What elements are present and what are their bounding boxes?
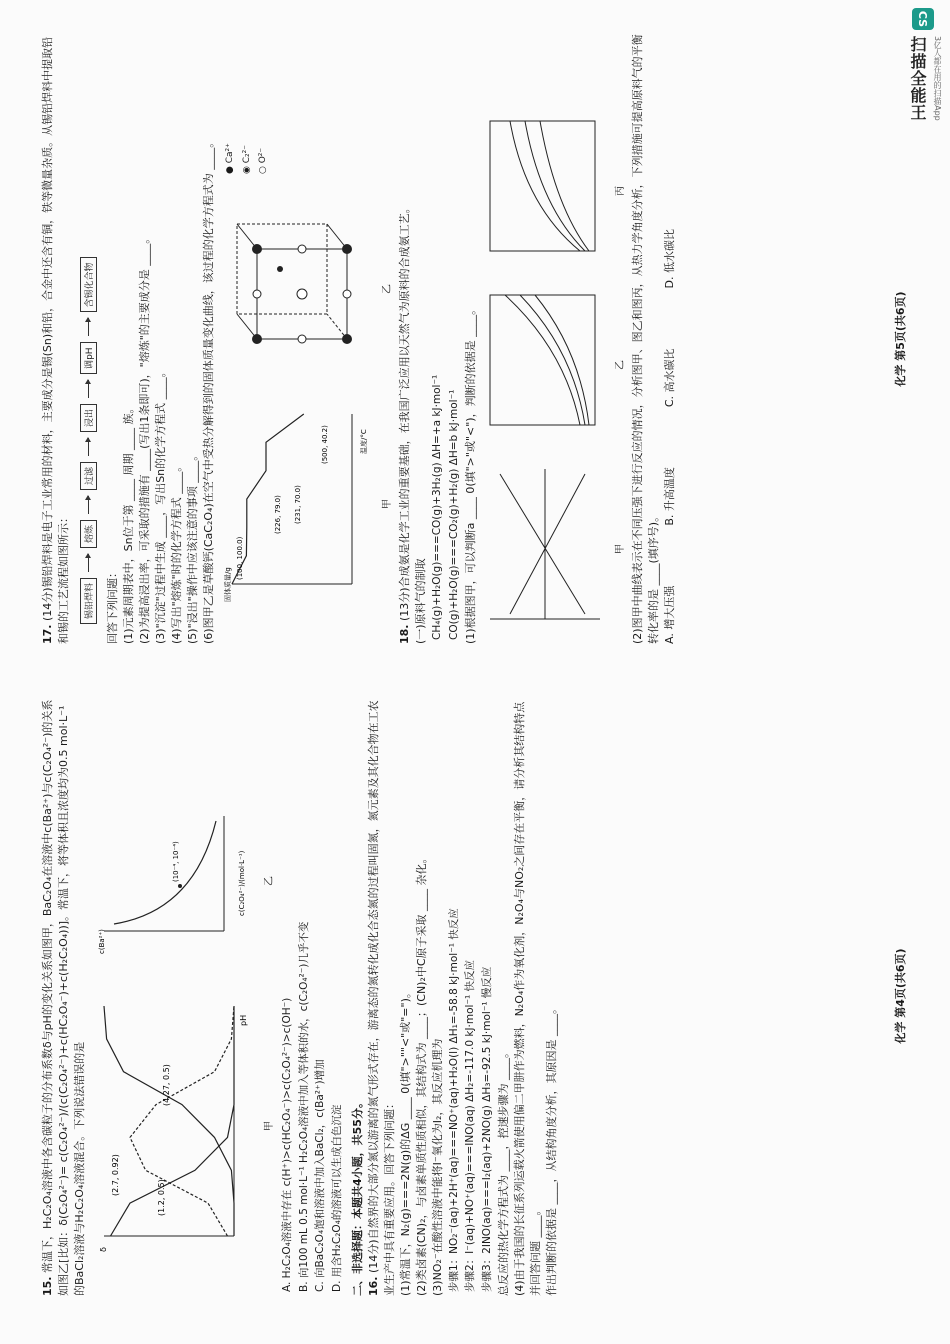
annotation: (1.2, 0.5)	[156, 1179, 166, 1216]
x-label: 温度/°C	[360, 429, 369, 454]
plot-area	[490, 295, 595, 425]
sub-question: 作出判断的依据是 ____，从结构角度分析，其原因是 ____。	[544, 1003, 558, 1296]
figure-a-caption: 甲	[263, 1121, 275, 1131]
lnk-chart	[485, 464, 605, 634]
distribution-chart	[94, 996, 254, 1256]
legend-label: O²⁻	[257, 147, 268, 164]
legend-item: ◉ C₂²⁻	[241, 145, 252, 174]
annotation: (100, 100.0)	[236, 536, 245, 580]
sub-question: (2)为提高浸出率，可采取的措施有 ____(写出1条即可)，"熔炼"的主要成分是 ____。	[137, 232, 151, 644]
annotation: (10⁻⁴, 10⁻⁴)	[171, 841, 180, 882]
flow-step: 调pH	[80, 342, 97, 373]
flow-step: 锡铅焊料	[80, 578, 97, 624]
q17-figures	[222, 34, 393, 604]
flow-arrow	[88, 318, 89, 336]
choice-a: A. 增大压强	[662, 585, 676, 644]
ksp-chart	[94, 806, 254, 956]
atom	[298, 335, 306, 343]
app-slogan: 3亿人都在用的扫描App	[933, 36, 942, 121]
figure-a-caption: 甲	[382, 499, 394, 509]
mechanism-step: 步骤2：I⁻(aq)+NO⁺(aq)===INO(aq) ΔH₂=-117.0 kJ·mol⁻¹ 快反应	[464, 959, 477, 1292]
flow-arrow	[88, 380, 89, 398]
question-16	[366, 696, 560, 1296]
sub-question: (一)原料气的制取	[414, 558, 428, 644]
question-15	[40, 696, 88, 1296]
x-label: pH	[238, 1014, 248, 1026]
camscanner-watermark	[906, 8, 946, 238]
annotation: (4.27, 0.5)	[161, 1064, 171, 1106]
choice-d: D. 低水碳比	[662, 228, 676, 289]
equation: CH₄(g)+H₂O(g)===CO(g)+3H₂(g) ΔH=+a kJ·mol⁻¹	[431, 374, 444, 640]
figure-a	[94, 996, 275, 1256]
q17-subquestions	[105, 34, 217, 644]
figure-b	[94, 806, 275, 956]
atom	[252, 334, 262, 344]
atom	[343, 290, 351, 298]
crystal-legend	[222, 143, 393, 174]
page-5	[40, 34, 920, 644]
annotation: (500, 40.2)	[321, 425, 330, 464]
atom	[252, 244, 262, 254]
figure-b-caption: 乙	[382, 284, 394, 294]
page-footer: 化学 第5页(共6页)	[894, 291, 907, 387]
q15-figures	[94, 696, 275, 1256]
q18-figures	[485, 34, 626, 634]
question-number: 15.	[41, 1276, 54, 1296]
question-number: 18.	[398, 624, 412, 644]
figure-c	[485, 116, 626, 266]
question-text: 常温下，H₂C₂O₄溶液中各含碳粒子的分布系数δ与pH的变化关系如图甲，BaC₂O₄在溶液中c(Ba²⁺)与c(C₂O₄²⁻)的关系如图乙[比如：δ(C₂O₄²⁻)= c(C₂O₄²⁻)/(c(C₂O₄²⁻)+c(HC₂O₄⁻)+c(H₂C₂O₄))]。常温下，将等体积且浓度均为0.5 mol·L⁻¹的BaCl₂溶液与H₂C₂O₄溶液混合。下列说法错误的是	[41, 699, 86, 1296]
q18-part2	[630, 34, 678, 644]
flow-arrow	[88, 438, 89, 456]
ksp-curve	[114, 821, 216, 924]
figure-b-caption: 乙	[263, 876, 275, 886]
sub-question: (2)类卤素(CN)₂，与卤素单质性质相似，其结构式为 ____；(CN)₂中C原子采取 ____ 杂化。	[414, 852, 428, 1296]
y-label: c(Ba²⁺)	[97, 929, 106, 954]
curve	[505, 295, 580, 425]
series-h2c2o4	[110, 1006, 234, 1236]
figure-b	[222, 214, 393, 364]
sub-question: (6)图甲乙是草酸钙(CaC₂O₄)在空气中受热分解得到的固体质量变化曲线，该过程的化学方程式为 ____。	[201, 136, 215, 644]
flow-step: 含锡化合物	[80, 257, 97, 312]
annotation: (226, 79.0)	[274, 495, 283, 534]
question-number: 17.	[41, 624, 54, 644]
question-number: 16.	[366, 1276, 380, 1296]
figure-a	[222, 404, 393, 604]
flow-arrow	[88, 496, 89, 514]
annotation: (231, 70.0)	[294, 485, 303, 524]
mechanism-step: 步骤1：NO₂⁻(aq)+2H⁺(aq)===NO⁺(aq)+H₂O(l) ΔH₁=-58.8 kJ·mol⁻¹ 快反应	[447, 908, 460, 1292]
atom	[298, 245, 306, 253]
cs-logo-icon: CS	[912, 8, 934, 30]
equation: CO(g)+H₂O(g)===CO₂(g)+H₂(g) ΔH=b kJ·mol⁻¹	[448, 389, 461, 640]
option-d: D. 用含H₂C₂O₄的溶液可以生成白色沉淀	[331, 1104, 344, 1292]
temperature-chart	[485, 290, 605, 440]
sub-question: 回答下列问题：	[105, 567, 119, 644]
question-text: (13分)合成氨是化学工业的重要基础，在我国广泛应用以天然气为原料的合成氨工艺。	[398, 202, 412, 621]
option-a: A. H₂C₂O₄溶液中存在 c(H⁺)>c(HC₂O₄⁻)>c(C₂O₄²⁻)>c(OH⁻)	[280, 997, 293, 1292]
section-heading: 二、非选择题：本题共4小题，共55分。	[351, 1097, 364, 1296]
atom	[342, 244, 352, 254]
sub-question: 总反应的热化学方程式为 ____，控速步骤为 ____。	[497, 1047, 511, 1296]
line-1	[500, 474, 585, 614]
flow-arrow	[88, 554, 89, 572]
q15-options	[279, 696, 346, 1292]
legend-label: C₂²⁻	[241, 145, 252, 164]
sub-question: (1)常温下，N₂(g)===2N(g)的ΔG ____ 0(填">""<"或"=")。	[398, 987, 412, 1296]
legend-item: ○ O²⁻	[257, 147, 268, 174]
page-footer: 化学 第4页(共6页)	[894, 948, 907, 1044]
sub-question: (1)根据图甲，可以判断a ____ 0(填">"或"<")，判断的依据是 ____。	[463, 303, 477, 644]
sub-question: (3)NO₂⁻在酸性溶液中能将I⁻氧化为I₂，其反应机理为	[430, 1038, 444, 1296]
thermal-chart	[222, 404, 372, 604]
choice-b: B. 升高温度	[662, 467, 676, 526]
crystal-cell	[222, 214, 372, 364]
atom	[253, 290, 261, 298]
question-text: (14分)自然界的大部分氮以游离的氮气形式存在，游离态的氮转化成化合态氮的过程叫固氮，氮元素及其化合物在工农业生产中具有重要应用。回答下列问题：	[366, 700, 396, 1296]
plot-area	[490, 121, 595, 251]
page-4	[40, 696, 920, 1296]
ratio-chart	[485, 116, 605, 266]
curve	[540, 121, 589, 251]
app-name: 扫描全能王	[908, 36, 927, 121]
figure-caption: 丙	[614, 186, 626, 196]
y-label: 固体质量/g	[224, 567, 233, 602]
process-flow	[80, 34, 97, 624]
flow-step: 熔炼	[80, 520, 97, 548]
sub-question: (5)"浸出"操作中应该注意的事项 ____。	[185, 449, 199, 644]
sub-question: (4)写出"熔炼"时的化学方程式 ____。	[169, 460, 183, 644]
legend-item: ● Ca²⁺	[225, 143, 236, 174]
series-hc2o4	[130, 1006, 234, 1236]
figure-b	[485, 290, 626, 440]
sub-question: (2)图甲中曲线表示在不同压强下进行反应的情况，分析图甲、图乙和图丙，从热力学角度分析，下列措施可提高原料气的平衡转化率的是 ____(填序号)。	[630, 34, 660, 644]
question-text: (14分)锡铅焊料是电子工业常用的材料，主要成分是锡(Sn)和铅，合金中还含有铜，铁等微量杂质。从锡铅焊料中提取铅和锡的工艺流程如图所示：	[41, 36, 70, 644]
sub-question: (4)由于我国的长征系列运载火箭使用偏二甲肼作为燃料，N₂O₄作为氧化剂，N₂O₄与NO₂之间存在平衡，请分析其结构特点并回答问题 ____。	[512, 701, 542, 1296]
atom	[277, 266, 283, 272]
atom	[342, 334, 352, 344]
legend-label: Ca²⁺	[225, 143, 236, 164]
flow-step: 浸出	[80, 404, 97, 432]
option-b: B. 向100 mL 0.5 mol·L⁻¹ H₂C₂O₄溶液中加入等体积的水，c(C₂O₄²⁻)几乎不变	[297, 921, 310, 1292]
figure-caption: 乙	[614, 360, 626, 370]
choices	[662, 34, 678, 644]
curve	[510, 121, 580, 251]
y-label: δ	[98, 1247, 108, 1252]
choice-c: C. 高水碳比	[662, 348, 676, 408]
mechanism-step: 步骤3：2INO(aq)===I₂(aq)+2NO(g) ΔH₃=-92.5 kJ·mol⁻¹ 慢反应	[481, 966, 494, 1292]
figure-caption: 甲	[614, 544, 626, 554]
sub-question: (3)"沉淀"过程中生成 ____，写出Sn的化学方程式 ____。	[153, 366, 167, 644]
sub-question: (1)元素周期表中，Sn位于第 ____ 周期 ____ 族。	[121, 402, 135, 644]
point	[178, 884, 182, 888]
question-18	[397, 34, 478, 644]
line-2	[510, 474, 585, 614]
question-17	[40, 34, 72, 644]
option-c: C. 向BaC₂O₄饱和溶液中加入BaCl₂，c(Ba²⁺)增加	[314, 1059, 327, 1292]
series-c2o4	[104, 1006, 234, 1236]
atom	[297, 289, 307, 299]
flow-step: 过滤	[80, 462, 97, 490]
x-label: c(C₂O₄²⁻)/(mol·L⁻¹)	[237, 850, 246, 916]
figure-a	[485, 464, 626, 634]
annotation: (2.7, 0.92)	[110, 1154, 120, 1196]
